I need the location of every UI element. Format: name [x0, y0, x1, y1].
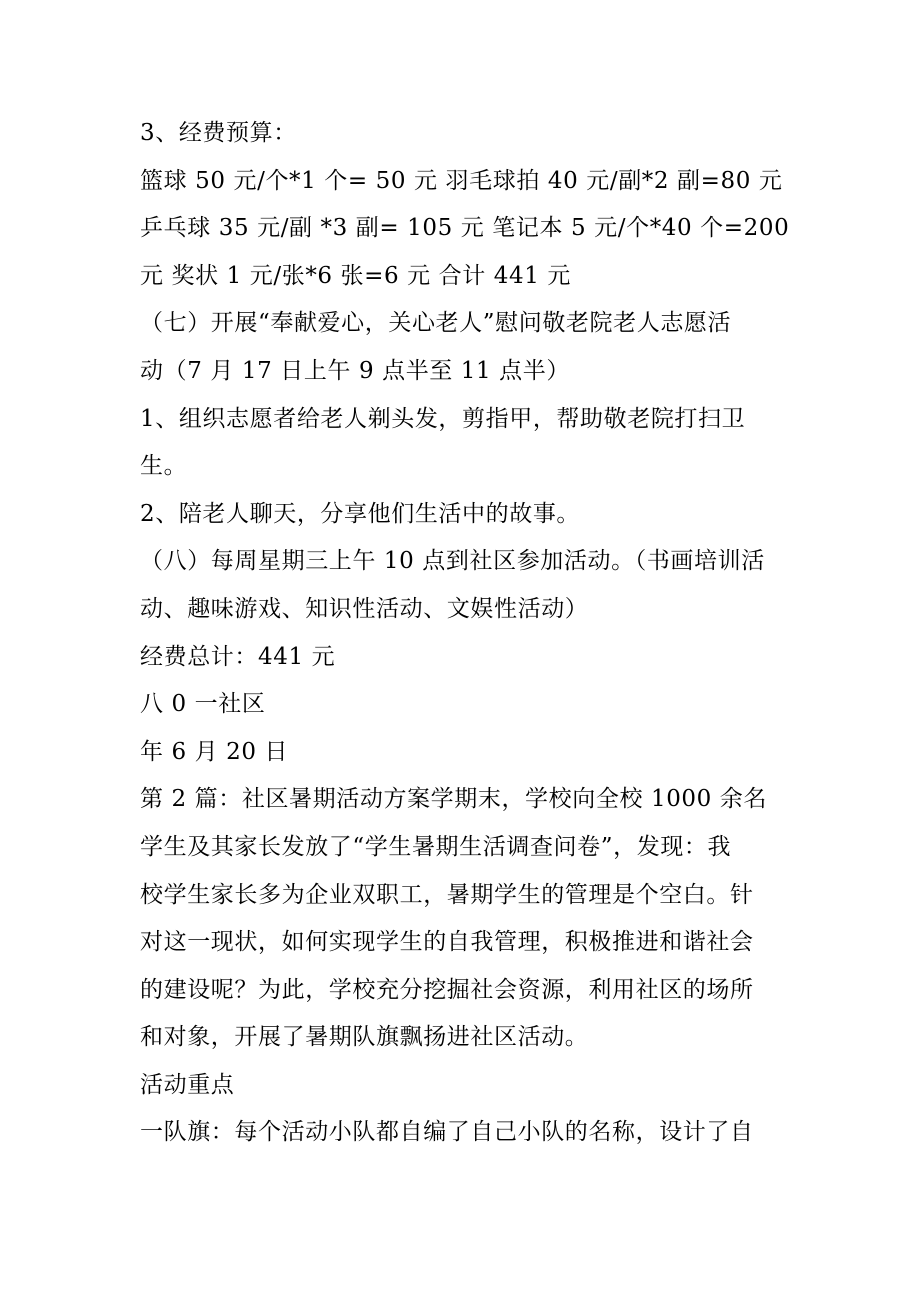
text-line: 活动重点 [140, 1071, 235, 1098]
document-page [140, 110, 790, 1157]
text-line: 和对象，开展了暑期队旗飘扬进社区活动。 [140, 1024, 589, 1051]
text-line: 八 0 一社区 [140, 691, 266, 718]
text-line: 乒乓球 35 元/副 *3 副= 105 元 笔记本 5 元/个*40 个=200 [140, 215, 790, 242]
text-line: 1、组织志愿者给老人剃头发，剪指甲，帮助敬老院打扫卫 [140, 405, 746, 432]
text-line: 年 6 月 20 日 [140, 738, 289, 765]
text-line: 校学生家长多为企业双职工，暑期学生的管理是个空白。针 [140, 881, 754, 908]
text-line: 篮球 50 元/个*1 个= 50 元 羽毛球拍 40 元/副*2 副=80 元 [140, 167, 783, 194]
text-line: 2、陪老人聊天，分享他们生活中的故事。 [140, 500, 581, 527]
text-line: 学生及其家长发放了“学生暑期生活调查问卷”，发现：我 [140, 833, 732, 860]
text-line: 元 奖状 1 元/张*6 张=6 元 合计 441 元 [140, 262, 572, 289]
text-line: 对这一现状，如何实现学生的自我管理，积极推进和谐社会 [140, 929, 754, 956]
text-line: （八）每周星期三上午 10 点到社区参加活动。（书画培训活 [140, 548, 765, 575]
text-line: 的建设呢？为此，学校充分挖掘社会资源，利用社区的场所 [140, 976, 754, 1003]
text-line: 生。 [140, 453, 188, 480]
text-line: 3、经费预算： [140, 120, 297, 146]
text-line: 一队旗：每个活动小队都自编了自己小队的名称，设计了自 [140, 1119, 754, 1146]
text-line: 动、趣味游戏、知识性活动、文娱性活动） [140, 595, 589, 622]
text-line: （七）开展“奉献爱心，关心老人”慰问敬老院老人志愿活 [140, 310, 732, 337]
text-line: 经费总计：441 元 [140, 643, 336, 670]
text-line: 第 2 篇：社区暑期活动方案学期末，学校向全校 1000 余名 [140, 786, 768, 813]
text-line: 动（7 月 17 日上午 9 点半至 11 点半） [140, 357, 570, 384]
